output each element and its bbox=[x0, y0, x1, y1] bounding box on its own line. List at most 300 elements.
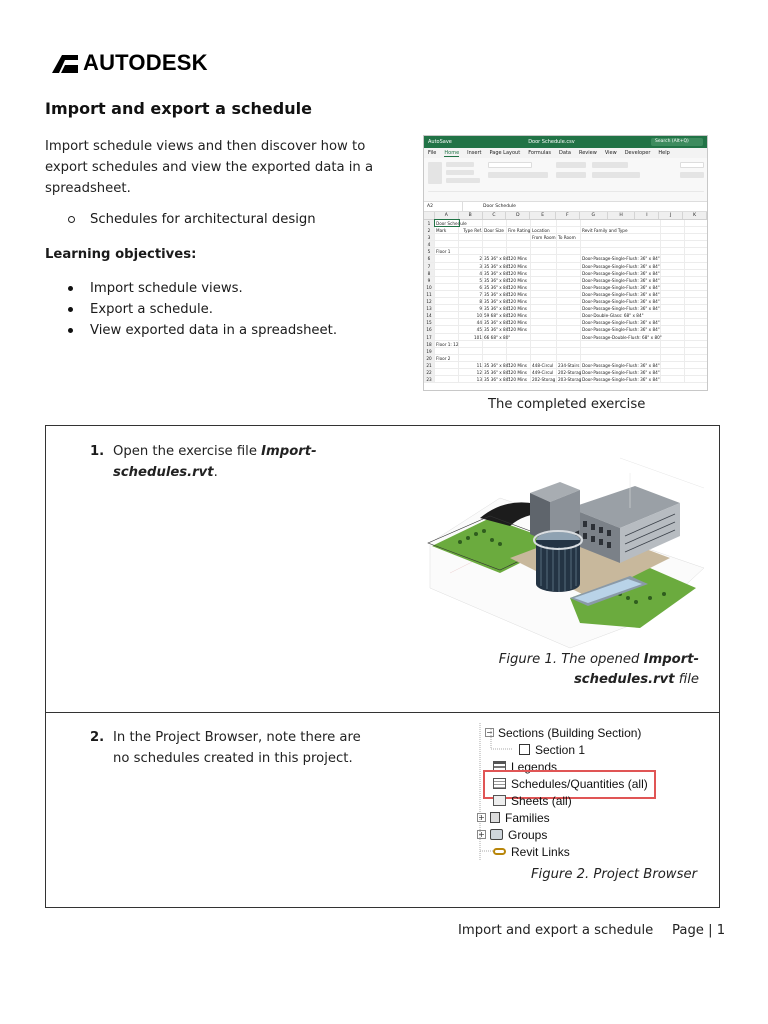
row-number: 13 bbox=[424, 305, 435, 311]
table-cell bbox=[661, 341, 685, 347]
table-cell bbox=[661, 234, 685, 240]
table-cell bbox=[531, 312, 557, 318]
step-row bbox=[46, 713, 719, 907]
schedules-quantities-node[interactable]: Schedules/Quantities (all) bbox=[493, 775, 648, 792]
table-cell: Door Size bbox=[483, 227, 507, 233]
table-cell: 120 Mins bbox=[507, 263, 531, 269]
table-cell: 202-Storag bbox=[558, 369, 582, 375]
table-cell: 35 36" x 84" bbox=[484, 263, 511, 269]
table-cell bbox=[507, 348, 531, 354]
table-cell bbox=[531, 319, 557, 325]
table-cell bbox=[661, 348, 685, 354]
table-cell bbox=[557, 305, 581, 311]
spreadsheet-rows bbox=[424, 220, 707, 383]
revit-links-node[interactable]: Revit Links bbox=[493, 843, 570, 860]
table-cell bbox=[661, 227, 685, 233]
table-cell bbox=[661, 277, 685, 283]
groups-node[interactable]: + Groups bbox=[478, 827, 548, 842]
column-header: G bbox=[580, 212, 608, 219]
table-cell bbox=[581, 241, 661, 247]
table-cell bbox=[661, 248, 685, 254]
table-cell: 10 bbox=[459, 312, 483, 318]
groups-icon bbox=[490, 829, 503, 840]
table-cell bbox=[557, 312, 581, 318]
row-number: 16 bbox=[424, 326, 435, 332]
table-cell: 120 Mins bbox=[507, 362, 531, 368]
table-cell: Floor 2 bbox=[435, 355, 459, 361]
table-cell bbox=[507, 341, 531, 347]
sheets-node[interactable]: Sheets (all) bbox=[493, 792, 572, 809]
table-cell bbox=[661, 362, 685, 368]
table-cell bbox=[661, 305, 685, 311]
table-cell bbox=[531, 326, 557, 332]
table-cell bbox=[483, 234, 507, 240]
autodesk-wordmark: AUTODESK bbox=[83, 50, 208, 75]
table-cell bbox=[435, 319, 459, 325]
table-cell bbox=[435, 312, 459, 318]
table-cell bbox=[483, 341, 507, 347]
table-cell: Door-Passage-Single-Flush: 36" x 84" bbox=[582, 270, 660, 276]
step-text: In the Project Browser, note there are no schedules created in this project. bbox=[113, 730, 361, 766]
table-cell bbox=[557, 277, 581, 283]
table-row bbox=[424, 326, 707, 333]
table-cell bbox=[581, 355, 661, 361]
table-cell bbox=[531, 270, 557, 276]
row-number: 1 bbox=[424, 220, 435, 226]
column-header: K bbox=[683, 212, 707, 219]
expand-icon[interactable]: + bbox=[478, 813, 485, 822]
table-cell bbox=[531, 284, 557, 290]
table-cell bbox=[435, 334, 459, 340]
table-cell bbox=[661, 220, 685, 226]
autodesk-logo bbox=[52, 52, 208, 74]
table-cell: 59 68" x 84" bbox=[484, 313, 511, 319]
table-cell bbox=[557, 241, 581, 247]
table-cell: 120 Mins bbox=[507, 291, 531, 297]
families-icon bbox=[490, 812, 500, 823]
column-header: H bbox=[608, 212, 636, 219]
table-row bbox=[424, 355, 707, 362]
excel-menu-item: Review bbox=[578, 150, 597, 156]
table-cell bbox=[459, 248, 483, 254]
expand-icon[interactable]: + bbox=[478, 830, 485, 839]
table-cell bbox=[435, 241, 459, 247]
table-row bbox=[424, 234, 707, 241]
table-cell bbox=[531, 334, 557, 340]
list-item: View exported data in a spreadsheet. bbox=[68, 320, 337, 341]
legends-node[interactable]: Legends bbox=[493, 758, 557, 775]
table-cell: 2 bbox=[459, 255, 483, 261]
table-cell: 120 Mins bbox=[507, 270, 531, 276]
table-cell: Door Schedule bbox=[436, 221, 467, 226]
table-cell: 35 36" x 84" bbox=[484, 277, 511, 283]
table-cell: To Room bbox=[557, 234, 581, 240]
row-number: 4 bbox=[424, 241, 435, 247]
table-cell bbox=[557, 284, 581, 290]
table-cell bbox=[557, 291, 581, 297]
table-cell bbox=[531, 248, 557, 254]
table-cell bbox=[531, 305, 557, 311]
table-cell bbox=[557, 298, 581, 304]
table-cell: 120 Mins bbox=[507, 277, 531, 283]
table-cell bbox=[483, 220, 507, 226]
table-cell: 203-Storag bbox=[558, 377, 582, 383]
table-cell: 120 Mins bbox=[507, 298, 531, 304]
building-model-image bbox=[420, 448, 704, 648]
table-cell: 120 Mins bbox=[507, 326, 531, 332]
table-cell bbox=[531, 355, 557, 361]
table-row bbox=[424, 362, 707, 369]
row-number: 14 bbox=[424, 312, 435, 318]
table-cell: 35 36" x 84" bbox=[484, 284, 511, 290]
table-cell bbox=[531, 241, 557, 247]
table-cell bbox=[507, 234, 531, 240]
table-cell: 3 bbox=[459, 263, 483, 269]
table-cell: 234-Stairs bbox=[558, 362, 580, 368]
excel-file-title: Door Schedule.csv bbox=[528, 139, 575, 145]
figure-2-caption: Figure 2. Project Browser bbox=[530, 867, 697, 882]
table-cell bbox=[661, 298, 685, 304]
table-cell: Door-Passage-Single-Flush: 36" x 84" bbox=[582, 306, 660, 312]
table-cell: 120 Mins bbox=[507, 376, 531, 382]
table-cell bbox=[557, 263, 581, 269]
table-row bbox=[424, 376, 707, 383]
excel-screenshot bbox=[423, 135, 708, 391]
table-row bbox=[424, 248, 707, 255]
bullet-icon bbox=[68, 286, 73, 291]
table-cell bbox=[435, 298, 459, 304]
table-cell bbox=[531, 220, 557, 226]
table-row bbox=[424, 220, 707, 227]
table-cell: 35 36" x 84" bbox=[484, 291, 511, 297]
list-item: Import schedule views. bbox=[68, 278, 337, 299]
table-cell: Revit Family and Type bbox=[581, 227, 661, 233]
row-number: 17 bbox=[424, 334, 435, 340]
table-cell bbox=[531, 341, 557, 347]
section-1-node[interactable]: Section 1 bbox=[519, 741, 585, 758]
step-number: 2. bbox=[90, 730, 105, 745]
column-header: D bbox=[506, 212, 530, 219]
excel-ribbon bbox=[424, 158, 707, 202]
table-cell bbox=[661, 326, 685, 332]
objectives-heading: Learning objectives: bbox=[45, 247, 197, 262]
table-cell bbox=[435, 284, 459, 290]
intro-paragraph: Import schedule views and then discover how to export schedules and view the exported data in a spreadsheet. bbox=[45, 139, 374, 196]
excel-menu-item: Developer bbox=[624, 150, 651, 156]
table-cell bbox=[531, 298, 557, 304]
table-cell bbox=[557, 255, 581, 261]
table-cell: 12 bbox=[459, 369, 483, 375]
table-cell: Door-Passage-Single-Flush: 36" x 84" bbox=[582, 284, 660, 290]
row-number: 6 bbox=[424, 255, 435, 261]
table-cell bbox=[459, 355, 483, 361]
table-cell bbox=[557, 220, 581, 226]
table-cell: From Room bbox=[532, 235, 556, 241]
table-cell bbox=[435, 263, 459, 269]
table-cell bbox=[507, 248, 531, 254]
row-number: 12 bbox=[424, 298, 435, 304]
table-cell bbox=[459, 348, 483, 354]
table-cell bbox=[531, 255, 557, 261]
column-header: C bbox=[483, 212, 507, 219]
table-row bbox=[424, 277, 707, 284]
table-cell bbox=[483, 348, 507, 354]
excel-menu-item: Data bbox=[559, 150, 571, 156]
table-cell bbox=[661, 270, 685, 276]
excel-menu-item: Home bbox=[444, 149, 460, 156]
column-header: A bbox=[435, 212, 459, 219]
excel-formula-bar bbox=[424, 202, 707, 212]
table-cell: 449-Circul bbox=[531, 369, 557, 375]
step-row bbox=[46, 426, 719, 713]
table-cell bbox=[661, 284, 685, 290]
step-number: 1. bbox=[90, 444, 105, 459]
table-cell: 448-Circul bbox=[531, 362, 557, 368]
table-cell bbox=[507, 241, 531, 247]
row-number: 2 bbox=[424, 227, 435, 233]
table-cell bbox=[459, 234, 483, 240]
table-row bbox=[424, 334, 707, 341]
excel-caption: The completed exercise bbox=[488, 397, 646, 412]
table-cell: Door-Passage-Single-Flush: 36" x 84" bbox=[582, 256, 660, 262]
table-cell: 120 Mins bbox=[507, 312, 531, 318]
table-cell bbox=[581, 220, 661, 226]
table-cell: 35 36" x 84" bbox=[484, 320, 511, 326]
row-number: 10 bbox=[424, 284, 435, 290]
table-cell bbox=[459, 220, 483, 226]
table-row bbox=[424, 241, 707, 248]
table-cell bbox=[459, 341, 483, 347]
excel-menu-item: Insert bbox=[467, 150, 482, 156]
circle-bullet-icon bbox=[68, 216, 75, 223]
column-header: B bbox=[459, 212, 483, 219]
table-row bbox=[424, 312, 707, 319]
table-cell bbox=[557, 326, 581, 332]
page-title: Import and export a schedule bbox=[45, 99, 312, 118]
steps-table bbox=[45, 425, 720, 908]
families-node[interactable]: + Families bbox=[478, 810, 550, 825]
table-cell bbox=[507, 220, 531, 226]
row-number: 23 bbox=[424, 376, 435, 382]
table-cell bbox=[483, 355, 507, 361]
table-cell: Fire Rating bbox=[508, 228, 531, 234]
sub-list-item bbox=[68, 212, 316, 227]
table-cell bbox=[661, 241, 685, 247]
table-cell bbox=[557, 334, 581, 340]
table-cell bbox=[531, 263, 557, 269]
table-cell: Door-Passage-Single-Flush: 36" x 84" bbox=[582, 299, 660, 305]
table-cell: 120 Mins bbox=[507, 255, 531, 261]
row-number: 5 bbox=[424, 248, 435, 254]
table-cell bbox=[507, 334, 531, 340]
table-cell: 4 bbox=[459, 270, 483, 276]
table-cell bbox=[557, 227, 581, 233]
table-row bbox=[424, 291, 707, 298]
file-name: Import-schedules.rvt bbox=[113, 444, 317, 480]
table-cell: 35 36" x 84" bbox=[484, 377, 511, 383]
table-cell: 13 bbox=[459, 376, 483, 382]
table-row bbox=[424, 369, 707, 376]
table-cell bbox=[435, 234, 459, 240]
table-cell: Door-Passage-Single-Flush: 36" x 84" bbox=[582, 369, 660, 375]
column-header: F bbox=[556, 212, 580, 219]
table-cell bbox=[661, 263, 685, 269]
objectives-list bbox=[68, 278, 337, 341]
table-cell bbox=[483, 241, 507, 247]
revit-links-icon bbox=[493, 848, 506, 855]
table-cell bbox=[661, 319, 685, 325]
sub-list-item-label: Schedules for architectural design bbox=[90, 212, 316, 227]
name-box: A2 bbox=[427, 202, 463, 211]
excel-menu bbox=[424, 148, 707, 158]
table-cell: Door-Passage-Single-Flush: 36" x 84" bbox=[582, 263, 660, 269]
table-cell: Type Ref. bbox=[459, 227, 483, 233]
table-row bbox=[424, 263, 707, 270]
table-row bbox=[424, 298, 707, 305]
table-cell: Door-Passage-Single-Flush: 36" x 84" bbox=[582, 277, 660, 283]
table-cell: 120 Mins bbox=[507, 319, 531, 325]
table-cell bbox=[435, 277, 459, 283]
table-cell: 45 bbox=[459, 326, 483, 332]
table-row bbox=[424, 227, 707, 234]
table-cell: 35 36" x 84" bbox=[484, 270, 511, 276]
table-cell bbox=[435, 348, 459, 354]
row-number: 11 bbox=[424, 291, 435, 297]
table-cell: Door-Double-Glass: 68" x 84" bbox=[581, 312, 661, 318]
table-cell: 202-Storag bbox=[532, 377, 556, 383]
table-cell bbox=[661, 355, 685, 361]
row-number: 15 bbox=[424, 319, 435, 325]
table-cell bbox=[435, 291, 459, 297]
row-number: 8 bbox=[424, 270, 435, 276]
table-cell bbox=[661, 291, 685, 297]
table-cell bbox=[435, 362, 459, 368]
table-row bbox=[424, 341, 707, 348]
autosave-label: AutoSave bbox=[428, 139, 452, 145]
sections-node[interactable]: − Sections (Building Section) bbox=[486, 725, 642, 740]
row-number: 7 bbox=[424, 263, 435, 269]
excel-titlebar bbox=[424, 136, 707, 148]
table-cell: 120 Mins bbox=[507, 284, 531, 290]
table-cell: 7 bbox=[459, 291, 483, 297]
table-cell bbox=[435, 369, 459, 375]
table-cell bbox=[661, 369, 685, 375]
table-cell bbox=[557, 355, 581, 361]
table-row bbox=[424, 255, 707, 262]
table-cell bbox=[435, 305, 459, 311]
table-cell: 35 36" x 84" bbox=[484, 299, 511, 305]
table-cell: 101 bbox=[459, 334, 483, 340]
table-cell bbox=[459, 241, 483, 247]
table-cell: 35 36" x 84" bbox=[484, 256, 511, 262]
table-row bbox=[424, 348, 707, 355]
autodesk-logo-icon bbox=[52, 53, 78, 73]
row-number: 3 bbox=[424, 234, 435, 240]
table-cell bbox=[557, 319, 581, 325]
table-cell: 8 bbox=[459, 298, 483, 304]
table-cell: Door-Passage-Single-Flush: 36" x 84" bbox=[582, 377, 660, 383]
table-cell bbox=[581, 234, 661, 240]
bullet-icon bbox=[68, 328, 73, 333]
table-row bbox=[424, 270, 707, 277]
table-cell: 35 36" x 84" bbox=[484, 369, 511, 375]
row-number: 22 bbox=[424, 369, 435, 375]
figure-1-caption: Figure 1. The opened Import-schedules.rvt file bbox=[498, 652, 699, 687]
table-cell bbox=[557, 248, 581, 254]
table-cell bbox=[581, 341, 661, 347]
column-header: E bbox=[530, 212, 556, 219]
table-row bbox=[424, 305, 707, 312]
table-cell bbox=[531, 291, 557, 297]
page-number: Page | 1 bbox=[672, 923, 726, 938]
table-cell: Door-Passage-Single-Flush: 36" x 84" bbox=[582, 291, 660, 297]
table-cell bbox=[531, 277, 557, 283]
excel-grid bbox=[424, 212, 707, 383]
row-number: 19 bbox=[424, 348, 435, 354]
table-cell bbox=[483, 248, 507, 254]
excel-search: Search (Alt+Q) bbox=[651, 138, 703, 146]
row-number: 18 bbox=[424, 341, 435, 347]
column-header: J bbox=[659, 212, 683, 219]
table-cell: Location bbox=[531, 227, 557, 233]
table-cell bbox=[661, 312, 685, 318]
row-number: 21 bbox=[424, 362, 435, 368]
table-cell: Door-Passage-Single-Flush: 36" x 84" bbox=[582, 320, 660, 326]
footer-title: Import and export a schedule bbox=[458, 923, 654, 938]
table-cell bbox=[661, 376, 685, 382]
row-number: 9 bbox=[424, 277, 435, 283]
excel-menu-item: Formulas bbox=[528, 150, 552, 156]
column-header: I bbox=[635, 212, 659, 219]
excel-menu-item: File bbox=[428, 150, 437, 156]
table-cell bbox=[557, 341, 581, 347]
table-cell: Floor 1 bbox=[435, 248, 459, 254]
table-cell bbox=[581, 348, 661, 354]
select-all-corner bbox=[424, 212, 435, 219]
column-headers bbox=[424, 212, 707, 220]
table-cell: 35 36" x 84" bbox=[484, 306, 511, 312]
table-cell: Mark bbox=[435, 227, 459, 233]
table-cell: 120 Mins bbox=[507, 305, 531, 311]
table-cell: 35 36" x 84" bbox=[484, 327, 511, 333]
table-cell bbox=[557, 348, 581, 354]
table-cell bbox=[581, 248, 661, 254]
table-cell: 5 bbox=[459, 277, 483, 283]
table-cell: 120 Mins bbox=[507, 369, 531, 375]
collapse-icon[interactable]: − bbox=[486, 728, 493, 737]
sheet-icon bbox=[493, 795, 506, 806]
table-cell bbox=[661, 255, 685, 261]
table-cell: 11 bbox=[459, 362, 483, 368]
table-cell: 44 bbox=[459, 319, 483, 325]
table-cell bbox=[435, 376, 459, 382]
section-view-icon bbox=[519, 744, 530, 755]
table-cell bbox=[435, 255, 459, 261]
table-cell: Door-Passage-Single-Flush: 36" x 84" bbox=[582, 327, 660, 333]
step-text: Open the exercise file Import-schedules.rvt. bbox=[113, 444, 317, 480]
excel-menu-item: Help bbox=[658, 150, 670, 156]
table-row bbox=[424, 284, 707, 291]
project-browser-screenshot bbox=[471, 721, 681, 861]
list-item: Export a schedule. bbox=[68, 299, 337, 320]
table-cell: Door-Passage-Double-Flush: 68" x 80" bbox=[582, 334, 662, 340]
excel-menu-item: View bbox=[604, 150, 617, 156]
table-cell bbox=[435, 270, 459, 276]
table-cell: 35 36" x 84" bbox=[484, 362, 511, 368]
table-cell: 66 68" x 80" bbox=[484, 334, 511, 340]
formula-value: Door Schedule bbox=[483, 204, 516, 209]
table-cell bbox=[661, 334, 685, 340]
